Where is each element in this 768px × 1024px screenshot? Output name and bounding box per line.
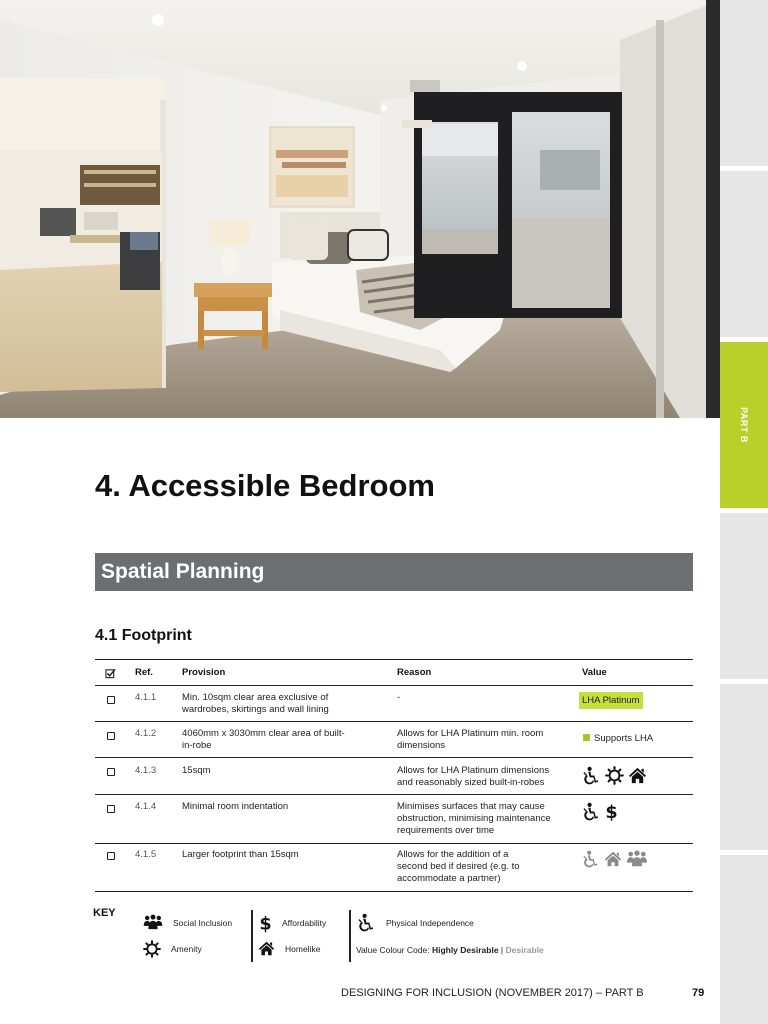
key-amenity <box>143 940 202 958</box>
key-homelike-label: Homelike <box>285 943 321 954</box>
key-amenity-label: Amenity <box>171 944 202 954</box>
row-reason: Allows for LHA Platinum dimensions and reasonably sized built-in-robes <box>397 765 550 788</box>
section-heading: Spatial Planning <box>101 560 265 583</box>
key-social-inclusion <box>143 914 232 931</box>
row-reason: - <box>397 692 401 703</box>
value-colour-code <box>356 945 544 955</box>
side-tab-label: PART B <box>739 407 749 443</box>
row-provision: Minimal room indentation <box>182 801 289 812</box>
key-divider <box>349 910 351 962</box>
amenity-icon <box>143 940 161 958</box>
table-row <box>95 795 693 844</box>
checkbox-checked-icon <box>105 668 116 679</box>
lha-square-icon <box>583 734 590 741</box>
table-header-row <box>95 659 693 686</box>
row-checkbox[interactable] <box>107 696 115 704</box>
key-label: KEY <box>93 907 116 919</box>
column-header-ref: Ref. <box>135 667 153 678</box>
side-tab[interactable] <box>720 0 768 166</box>
affordability-icon <box>259 913 272 933</box>
section-tab-strip <box>720 0 768 1024</box>
key-physical-independence-label: Physical Independence <box>386 917 474 928</box>
colour-code-prefix: Value Colour Code: <box>356 945 430 955</box>
colour-code-highly-desirable: Highly Desirable <box>431 945 499 955</box>
page-title: 4. Accessible Bedroom <box>95 468 435 503</box>
section-heading-bar <box>95 553 693 591</box>
value-icons <box>582 802 618 821</box>
column-header-provision: Provision <box>182 667 226 678</box>
homelike-icon <box>628 766 647 785</box>
side-tab[interactable] <box>720 513 768 679</box>
footer-title: DESIGNING FOR INCLUSION (NOVEMBER 2017) – PART B <box>341 987 644 999</box>
table-row <box>95 686 693 722</box>
physical-independence-icon <box>357 913 376 932</box>
row-ref: 4.1.4 <box>135 801 157 812</box>
provisions-table <box>95 659 693 892</box>
homelike-icon <box>258 940 275 957</box>
row-ref: 4.1.1 <box>135 692 157 703</box>
row-reason: Minimises surfaces that may cause obstruction, minimising maintenance requirements over time <box>397 801 551 836</box>
row-provision: 15sqm <box>182 765 211 776</box>
bedroom-photo <box>0 0 720 418</box>
key-affordability-label: Affordability <box>282 918 327 928</box>
row-ref: 4.1.2 <box>135 728 157 739</box>
key-homelike <box>258 940 320 957</box>
supports-lha-value: Supports LHA <box>583 733 653 744</box>
row-reason: Allows for the addition of a second bed if desired (e.g. to accommodate a partner) <box>397 849 520 884</box>
row-provision: Min. 10sqm clear area exclusive of wardrobes, skirtings and wall lining <box>182 692 329 715</box>
row-provision: Larger footprint than 15sqm <box>182 849 299 860</box>
row-ref: 4.1.5 <box>135 849 157 860</box>
table-row <box>95 722 693 758</box>
key-divider <box>251 910 253 962</box>
physical-independence-icon <box>582 850 600 868</box>
affordability-icon <box>605 802 618 821</box>
row-checkbox[interactable] <box>107 805 115 813</box>
row-provision: 4060mm x 3030mm clear area of built- in-robe <box>182 728 345 751</box>
page-number: 79 <box>692 987 705 999</box>
lha-platinum-badge: LHA Platinum <box>579 692 643 709</box>
value-icons <box>582 850 648 868</box>
colour-code-separator: | <box>500 945 504 955</box>
column-header-reason: Reason <box>397 667 432 678</box>
side-tab[interactable] <box>720 855 768 1024</box>
side-tab[interactable] <box>720 171 768 337</box>
amenity-icon <box>605 766 624 785</box>
row-reason: Allows for LHA Platinum min. room dimensions <box>397 728 544 751</box>
social-inclusion-icon <box>626 850 648 868</box>
side-tab-part-b[interactable] <box>720 342 768 508</box>
row-checkbox[interactable] <box>107 732 115 740</box>
social-inclusion-icon <box>143 914 163 931</box>
row-checkbox[interactable] <box>107 768 115 776</box>
side-tab[interactable] <box>720 684 768 850</box>
table-row <box>95 758 693 795</box>
key-social-inclusion-label: Social Inclusion <box>173 917 233 928</box>
homelike-icon <box>604 850 622 868</box>
subsection-heading: 4.1 Footprint <box>95 627 192 644</box>
key-affordability <box>259 913 326 933</box>
row-ref: 4.1.3 <box>135 765 157 776</box>
table-row <box>95 844 693 892</box>
key-physical-independence <box>357 913 474 932</box>
physical-independence-icon <box>582 802 601 821</box>
colour-code-desirable: Desirable <box>505 945 544 955</box>
row-checkbox[interactable] <box>107 852 115 860</box>
column-header-value: Value <box>582 667 607 678</box>
value-icons <box>582 766 647 785</box>
physical-independence-icon <box>582 766 601 785</box>
